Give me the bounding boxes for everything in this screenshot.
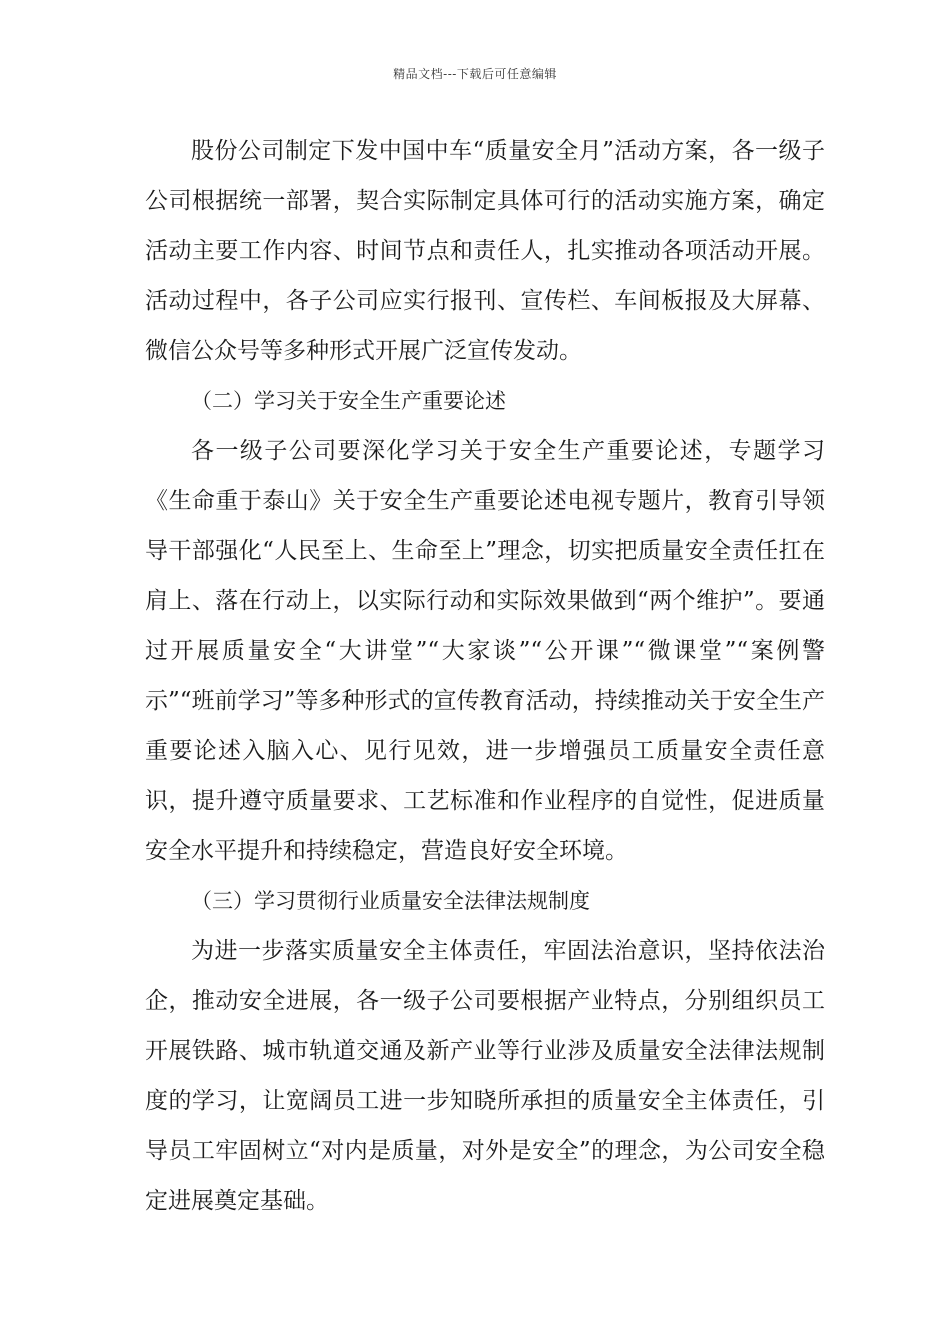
document-body [145,126,825,1226]
paragraph-law-study: 为进一步落实质量安全主体责任，牢固法治意识，坚持依法治企，推动安全进展，各一级子公司要根据产业特点，分别组织员工开展铁路、城市轨道交通及新产业等行业涉及质量安全法律法规制度的学习，让宽阔员工进一步知晓所承担的质量安全主体责任，引导员工牢固树立“对内是质量，对外是安全”的理念，为公司安全稳定进展奠定基础。 [145,938,825,1214]
paragraph-activity-plan: 股份公司制定下发中国中车“质量安全月”活动方案，各一级子公司根据统一部署，契合实际制定具体可行的活动实施方案，确定活动主要工作内容、时间节点和责任人，扎实推动各项活动开展。活动过程中，各子公司应实行报刊、宣传栏、车间板报及大屏幕、微信公众号等多种形式开展广泛宣传发动。 [145,138,825,364]
section-heading-3: （三）学习贯彻行业质量安全法律法规制度 [191,889,590,913]
page-header: 精品文档---下载后可任意编辑 [393,67,557,81]
paragraph-safety-study: 各一级子公司要深化学习关于安全生产重要论述，专题学习《生命重于泰山》关于安全生产重要论述电视专题片，教育引导领导干部强化“人民至上、生命至上”理念，切实把质量安全责任扛在肩上、落在行动上，以实际行动和实际效果做到“两个维护”。要通过开展质量安全“大讲堂”“大家谈”“公开课”“微课堂”“案例警示”“班前学习”等多种形式的宣传教育活动，持续推动关于安全生产重要论述入脑入心、见行见效，进一步增强员工质量安全责任意识，提升遵守质量要求、工艺标准和作业程序的自觉性，促进质量安全水平提升和持续稳定，营造良好安全环境。 [145,438,825,864]
section-heading-2: （二）学习关于安全生产重要论述 [191,389,506,413]
